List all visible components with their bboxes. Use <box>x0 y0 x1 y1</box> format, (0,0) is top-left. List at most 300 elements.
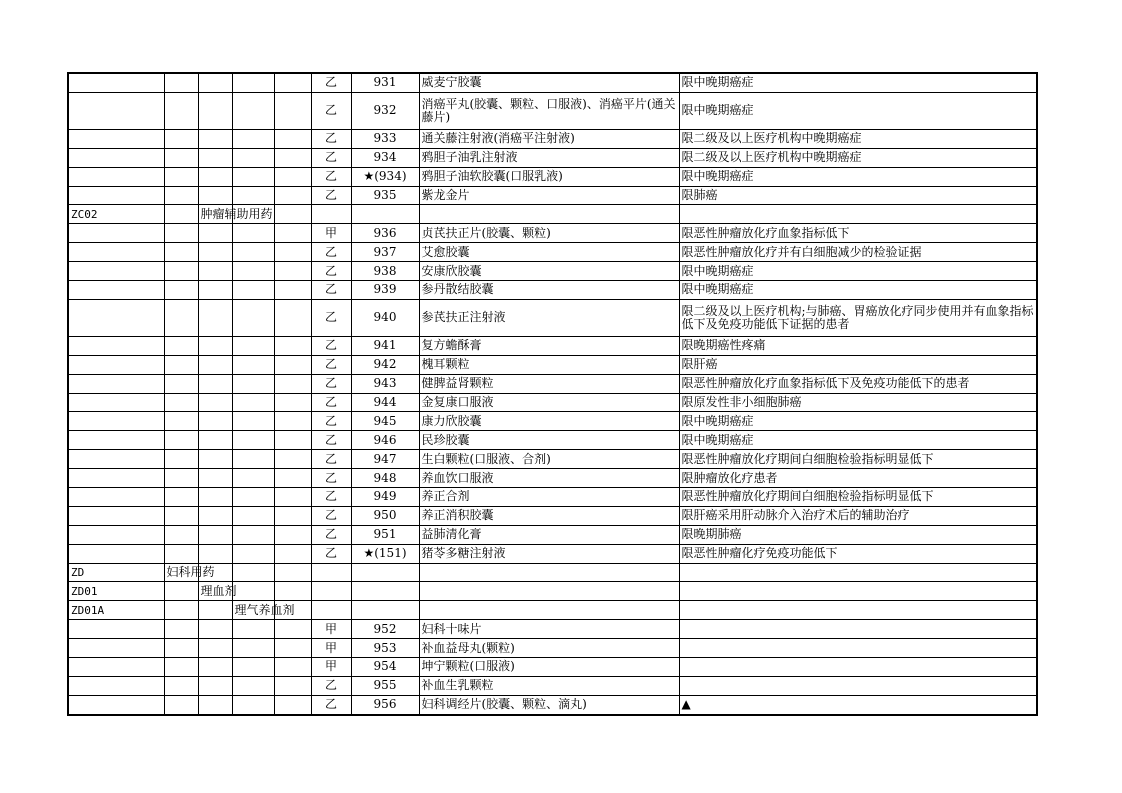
drug-number-cell: 954 <box>351 658 419 677</box>
drug-number-cell: 934 <box>351 148 419 167</box>
table-row <box>68 525 1037 544</box>
drug-name-cell: 鸦胆子油乳注射液 <box>419 148 679 167</box>
drug-catalog-table <box>67 72 1038 716</box>
table-row <box>68 658 1037 677</box>
insurance-class-cell: 乙 <box>311 129 351 148</box>
level2-label-cell <box>198 620 232 639</box>
level3-label-cell <box>232 488 274 507</box>
restriction-note-cell: 限中晚期癌症 <box>679 92 1037 129</box>
drug-number-cell: 955 <box>351 676 419 695</box>
level1-label-cell <box>164 412 198 431</box>
table-row <box>68 186 1037 205</box>
drug-name-cell: 通关藤注射液(消癌平注射液) <box>419 129 679 148</box>
drug-number-cell: 935 <box>351 186 419 205</box>
table-row <box>68 676 1037 695</box>
insurance-class-cell: 乙 <box>311 393 351 412</box>
table-row <box>68 224 1037 243</box>
restriction-note-cell <box>679 658 1037 677</box>
level2-label-cell: 肿瘤辅助用药 <box>198 205 232 224</box>
level1-label-cell <box>164 544 198 563</box>
level2-label-cell <box>198 355 232 374</box>
insurance-class-cell: 乙 <box>311 450 351 469</box>
level3-label-cell <box>232 506 274 525</box>
insurance-class-cell: 甲 <box>311 639 351 658</box>
restriction-note-cell: 限晚期癌性疼痛 <box>679 336 1037 355</box>
level4-label-cell <box>274 148 311 167</box>
insurance-class-cell: 乙 <box>311 374 351 393</box>
insurance-class-cell: 乙 <box>311 73 351 92</box>
category-code-cell <box>68 129 164 148</box>
restriction-note-cell: 限肺癌 <box>679 186 1037 205</box>
drug-number-cell: 933 <box>351 129 419 148</box>
drug-name-cell: 参丹散结胶囊 <box>419 281 679 300</box>
insurance-class-cell: 乙 <box>311 336 351 355</box>
insurance-class-cell: 乙 <box>311 92 351 129</box>
drug-number-cell: 956 <box>351 695 419 714</box>
level4-label-cell <box>274 167 311 186</box>
table-row <box>68 73 1037 92</box>
level2-label-cell <box>198 601 232 620</box>
table-row <box>68 412 1037 431</box>
level2-label-cell <box>198 639 232 658</box>
level3-label-cell <box>232 469 274 488</box>
level1-label-cell <box>164 262 198 281</box>
drug-number-cell: 936 <box>351 224 419 243</box>
level1-label-cell <box>164 281 198 300</box>
table-row <box>68 639 1037 658</box>
level3-label-cell <box>232 412 274 431</box>
level4-label-cell <box>274 412 311 431</box>
level2-label-cell <box>198 92 232 129</box>
level4-label-cell <box>274 205 311 224</box>
category-code-cell <box>68 262 164 281</box>
level4-label-cell <box>274 544 311 563</box>
restriction-note-cell <box>679 601 1037 620</box>
level2-label-cell <box>198 488 232 507</box>
insurance-class-cell: 乙 <box>311 186 351 205</box>
insurance-class-cell: 乙 <box>311 243 351 262</box>
table-row <box>68 488 1037 507</box>
level3-label-cell <box>232 92 274 129</box>
level1-label-cell <box>164 224 198 243</box>
drug-name-cell: 艾愈胶囊 <box>419 243 679 262</box>
level1-label-cell <box>164 336 198 355</box>
level4-label-cell <box>274 129 311 148</box>
category-code-cell: ZD01A <box>68 601 164 620</box>
level2-label-cell: 理血剂 <box>198 582 232 601</box>
level3-label-cell: 理气养血剂 <box>232 601 274 620</box>
level4-label-cell <box>274 620 311 639</box>
drug-name-cell: 消癌平丸(胶囊、颗粒、口服液)、消癌平片(通关藤片) <box>419 92 679 129</box>
level1-label-cell <box>164 243 198 262</box>
drug-name-cell <box>419 601 679 620</box>
level2-label-cell <box>198 431 232 450</box>
level2-label-cell <box>198 695 232 714</box>
drug-number-cell: 939 <box>351 281 419 300</box>
drug-number-cell: 931 <box>351 73 419 92</box>
category-code-cell <box>68 676 164 695</box>
level1-label-cell <box>164 299 198 336</box>
insurance-class-cell: 乙 <box>311 469 351 488</box>
category-code-cell <box>68 620 164 639</box>
restriction-note-cell: 限肿瘤放化疗患者 <box>679 469 1037 488</box>
drug-number-cell: 950 <box>351 506 419 525</box>
restriction-note-cell: 限恶性肿瘤放化疗并有白细胞减少的检验证据 <box>679 243 1037 262</box>
restriction-note-cell: 限恶性肿瘤放化疗血象指标低下及免疫功能低下的患者 <box>679 374 1037 393</box>
insurance-class-cell: 乙 <box>311 281 351 300</box>
category-code-cell <box>68 281 164 300</box>
level3-label-cell <box>232 431 274 450</box>
drug-name-cell: 养正合剂 <box>419 488 679 507</box>
category-code-cell <box>68 695 164 714</box>
level3-label-cell <box>232 620 274 639</box>
drug-name-cell: 紫龙金片 <box>419 186 679 205</box>
insurance-class-cell: 乙 <box>311 262 351 281</box>
restriction-note-cell: 限原发性非小细胞肺癌 <box>679 393 1037 412</box>
level4-label-cell <box>274 506 311 525</box>
category-code-cell <box>68 525 164 544</box>
level4-label-cell <box>274 393 311 412</box>
level2-label-cell <box>198 525 232 544</box>
level3-label-cell <box>232 243 274 262</box>
level2-label-cell <box>198 393 232 412</box>
drug-name-cell: 补血益母丸(颗粒) <box>419 639 679 658</box>
table-row <box>68 582 1037 601</box>
level1-label-cell <box>164 355 198 374</box>
category-code-cell <box>68 469 164 488</box>
level3-label-cell <box>232 281 274 300</box>
drug-number-cell: 946 <box>351 431 419 450</box>
level3-label-cell <box>232 544 274 563</box>
drug-name-cell: 生白颗粒(口服液、合剂) <box>419 450 679 469</box>
drug-number-cell: 944 <box>351 393 419 412</box>
level1-label-cell <box>164 639 198 658</box>
level3-label-cell <box>232 336 274 355</box>
insurance-class-cell: 甲 <box>311 224 351 243</box>
level1-label-cell <box>164 186 198 205</box>
insurance-class-cell: 乙 <box>311 488 351 507</box>
level3-label-cell <box>232 299 274 336</box>
drug-name-cell: 补血生乳颗粒 <box>419 676 679 695</box>
category-code-cell <box>68 506 164 525</box>
category-code-cell <box>68 336 164 355</box>
table-row <box>68 299 1037 336</box>
drug-name-cell: 健脾益肾颗粒 <box>419 374 679 393</box>
drug-number-cell <box>351 582 419 601</box>
restriction-note-cell: 限二级及以上医疗机构中晚期癌症 <box>679 148 1037 167</box>
table-row <box>68 431 1037 450</box>
level4-label-cell <box>274 355 311 374</box>
insurance-class-cell <box>311 582 351 601</box>
drug-name-cell: 金复康口服液 <box>419 393 679 412</box>
drug-name-cell: 民珍胶囊 <box>419 431 679 450</box>
insurance-class-cell: 乙 <box>311 412 351 431</box>
insurance-class-cell: 乙 <box>311 525 351 544</box>
level4-label-cell <box>274 186 311 205</box>
insurance-class-cell: 乙 <box>311 148 351 167</box>
level4-label-cell <box>274 92 311 129</box>
table-row <box>68 167 1037 186</box>
table-row <box>68 601 1037 620</box>
insurance-class-cell: 乙 <box>311 676 351 695</box>
restriction-note-cell: 限中晚期癌症 <box>679 73 1037 92</box>
level4-label-cell <box>274 450 311 469</box>
drug-name-cell: 贞芪扶正片(胶囊、颗粒) <box>419 224 679 243</box>
insurance-class-cell: 乙 <box>311 431 351 450</box>
level2-label-cell <box>198 262 232 281</box>
level4-label-cell <box>274 299 311 336</box>
level1-label-cell <box>164 73 198 92</box>
level4-label-cell <box>274 488 311 507</box>
table-row <box>68 393 1037 412</box>
category-code-cell: ZD01 <box>68 582 164 601</box>
table-row <box>68 450 1037 469</box>
level3-label-cell <box>232 129 274 148</box>
table-row <box>68 374 1037 393</box>
table-row <box>68 148 1037 167</box>
level2-label-cell <box>198 224 232 243</box>
category-code-cell: ZC02 <box>68 205 164 224</box>
table-body <box>68 73 1037 715</box>
level2-label-cell <box>198 148 232 167</box>
level1-label-cell <box>164 469 198 488</box>
restriction-note-cell: ▲ <box>679 695 1037 714</box>
restriction-note-cell <box>679 676 1037 695</box>
drug-number-cell: 945 <box>351 412 419 431</box>
insurance-class-cell: 乙 <box>311 544 351 563</box>
drug-number-cell: 953 <box>351 639 419 658</box>
table-row <box>68 469 1037 488</box>
restriction-note-cell: 限恶性肿瘤化疗免疫功能低下 <box>679 544 1037 563</box>
drug-name-cell: 坤宁颗粒(口服液) <box>419 658 679 677</box>
drug-name-cell: 槐耳颗粒 <box>419 355 679 374</box>
level1-label-cell: 妇科用药 <box>164 563 198 582</box>
level3-label-cell <box>232 186 274 205</box>
level4-label-cell <box>274 563 311 582</box>
level1-label-cell <box>164 167 198 186</box>
level2-label-cell <box>198 336 232 355</box>
category-code-cell <box>68 431 164 450</box>
level1-label-cell <box>164 525 198 544</box>
level4-label-cell <box>274 224 311 243</box>
drug-name-cell <box>419 563 679 582</box>
drug-number-cell: ★(934) <box>351 167 419 186</box>
restriction-note-cell: 限肝癌 <box>679 355 1037 374</box>
level2-label-cell <box>198 412 232 431</box>
level3-label-cell <box>232 639 274 658</box>
insurance-class-cell: 乙 <box>311 695 351 714</box>
level3-label-cell <box>232 224 274 243</box>
level3-label-cell <box>232 167 274 186</box>
level2-label-cell <box>198 243 232 262</box>
level3-label-cell <box>232 73 274 92</box>
drug-name-cell: 妇科十味片 <box>419 620 679 639</box>
level2-label-cell <box>198 186 232 205</box>
insurance-class-cell <box>311 563 351 582</box>
level1-label-cell <box>164 488 198 507</box>
drug-number-cell: 952 <box>351 620 419 639</box>
insurance-class-cell: 乙 <box>311 167 351 186</box>
drug-name-cell: 鸦胆子油软胶囊(口服乳液) <box>419 167 679 186</box>
drug-name-cell: 参芪扶正注射液 <box>419 299 679 336</box>
drug-number-cell: 948 <box>351 469 419 488</box>
drug-name-cell: 复方蟾酥膏 <box>419 336 679 355</box>
level3-label-cell <box>232 393 274 412</box>
drug-number-cell: 947 <box>351 450 419 469</box>
drug-name-cell: 安康欣胶囊 <box>419 262 679 281</box>
level4-label-cell <box>274 281 311 300</box>
table-row <box>68 563 1037 582</box>
drug-number-cell: 942 <box>351 355 419 374</box>
table-row <box>68 336 1037 355</box>
category-code-cell <box>68 488 164 507</box>
restriction-note-cell <box>679 582 1037 601</box>
level1-label-cell <box>164 506 198 525</box>
level2-label-cell <box>198 676 232 695</box>
restriction-note-cell: 限晚期肺癌 <box>679 525 1037 544</box>
table-row <box>68 544 1037 563</box>
drug-number-cell <box>351 563 419 582</box>
restriction-note-cell: 限恶性肿瘤放化疗期间白细胞检验指标明显低下 <box>679 450 1037 469</box>
category-code-cell <box>68 73 164 92</box>
restriction-note-cell <box>679 639 1037 658</box>
drug-number-cell: 938 <box>351 262 419 281</box>
level4-label-cell <box>274 695 311 714</box>
level4-label-cell <box>274 374 311 393</box>
category-code-cell <box>68 167 164 186</box>
table-row <box>68 620 1037 639</box>
table-row <box>68 506 1037 525</box>
drug-number-cell: 932 <box>351 92 419 129</box>
level1-label-cell <box>164 601 198 620</box>
drug-number-cell: 941 <box>351 336 419 355</box>
level4-label-cell <box>274 262 311 281</box>
restriction-note-cell: 限中晚期癌症 <box>679 431 1037 450</box>
category-code-cell <box>68 299 164 336</box>
drug-number-cell: 949 <box>351 488 419 507</box>
insurance-class-cell: 乙 <box>311 506 351 525</box>
level3-label-cell <box>232 262 274 281</box>
level1-label-cell <box>164 92 198 129</box>
category-code-cell <box>68 658 164 677</box>
restriction-note-cell: 限恶性肿瘤放化疗血象指标低下 <box>679 224 1037 243</box>
level4-label-cell <box>274 658 311 677</box>
table-row <box>68 695 1037 714</box>
level1-label-cell <box>164 695 198 714</box>
level2-label-cell <box>198 167 232 186</box>
drug-number-cell: 940 <box>351 299 419 336</box>
table-row <box>68 92 1037 129</box>
table-row <box>68 243 1037 262</box>
level4-label-cell <box>274 336 311 355</box>
level1-label-cell <box>164 431 198 450</box>
level2-label-cell <box>198 450 232 469</box>
drug-number-cell: 951 <box>351 525 419 544</box>
level1-label-cell <box>164 658 198 677</box>
level1-label-cell <box>164 676 198 695</box>
level1-label-cell <box>164 205 198 224</box>
restriction-note-cell: 限二级及以上医疗机构中晚期癌症 <box>679 129 1037 148</box>
restriction-note-cell <box>679 205 1037 224</box>
level4-label-cell <box>274 525 311 544</box>
drug-name-cell: 康力欣胶囊 <box>419 412 679 431</box>
table-row <box>68 129 1037 148</box>
level3-label-cell <box>232 676 274 695</box>
restriction-note-cell <box>679 563 1037 582</box>
level3-label-cell <box>232 695 274 714</box>
category-code-cell <box>68 639 164 658</box>
insurance-class-cell: 乙 <box>311 299 351 336</box>
insurance-class-cell <box>311 205 351 224</box>
table-row <box>68 355 1037 374</box>
level2-label-cell <box>198 544 232 563</box>
restriction-note-cell: 限肝癌采用肝动脉介入治疗术后的辅助治疗 <box>679 506 1037 525</box>
insurance-class-cell: 乙 <box>311 355 351 374</box>
drug-name-cell: 养正消积胶囊 <box>419 506 679 525</box>
level4-label-cell <box>274 431 311 450</box>
level2-label-cell <box>198 73 232 92</box>
insurance-class-cell: 甲 <box>311 620 351 639</box>
level2-label-cell <box>198 506 232 525</box>
level4-label-cell <box>274 73 311 92</box>
drug-number-cell <box>351 205 419 224</box>
level1-label-cell <box>164 374 198 393</box>
drug-name-cell: 益肺清化膏 <box>419 525 679 544</box>
level2-label-cell <box>198 658 232 677</box>
level3-label-cell <box>232 148 274 167</box>
restriction-note-cell <box>679 620 1037 639</box>
category-code-cell <box>68 243 164 262</box>
drug-name-cell <box>419 205 679 224</box>
level1-label-cell <box>164 582 198 601</box>
category-code-cell <box>68 224 164 243</box>
drug-name-cell: 威麦宁胶囊 <box>419 73 679 92</box>
level1-label-cell <box>164 129 198 148</box>
level3-label-cell <box>232 450 274 469</box>
category-code-cell <box>68 186 164 205</box>
drug-number-cell <box>351 601 419 620</box>
level4-label-cell <box>274 639 311 658</box>
drug-name-cell: 养血饮口服液 <box>419 469 679 488</box>
category-code-cell <box>68 374 164 393</box>
restriction-note-cell: 限中晚期癌症 <box>679 262 1037 281</box>
level1-label-cell <box>164 148 198 167</box>
drug-name-cell: 妇科调经片(胶囊、颗粒、滴丸) <box>419 695 679 714</box>
category-code-cell <box>68 450 164 469</box>
drug-number-cell: 943 <box>351 374 419 393</box>
category-code-cell <box>68 92 164 129</box>
drug-name-cell <box>419 582 679 601</box>
level1-label-cell <box>164 450 198 469</box>
category-code-cell: ZD <box>68 563 164 582</box>
category-code-cell <box>68 355 164 374</box>
category-code-cell <box>68 412 164 431</box>
level3-label-cell <box>232 582 274 601</box>
category-code-cell <box>68 393 164 412</box>
category-code-cell <box>68 544 164 563</box>
level2-label-cell <box>198 374 232 393</box>
level2-label-cell <box>198 299 232 336</box>
level4-label-cell <box>274 676 311 695</box>
insurance-class-cell: 甲 <box>311 658 351 677</box>
level2-label-cell <box>198 469 232 488</box>
drug-name-cell: 猪苓多糖注射液 <box>419 544 679 563</box>
table-row <box>68 205 1037 224</box>
level1-label-cell <box>164 620 198 639</box>
category-code-cell <box>68 148 164 167</box>
insurance-class-cell <box>311 601 351 620</box>
level3-label-cell <box>232 374 274 393</box>
